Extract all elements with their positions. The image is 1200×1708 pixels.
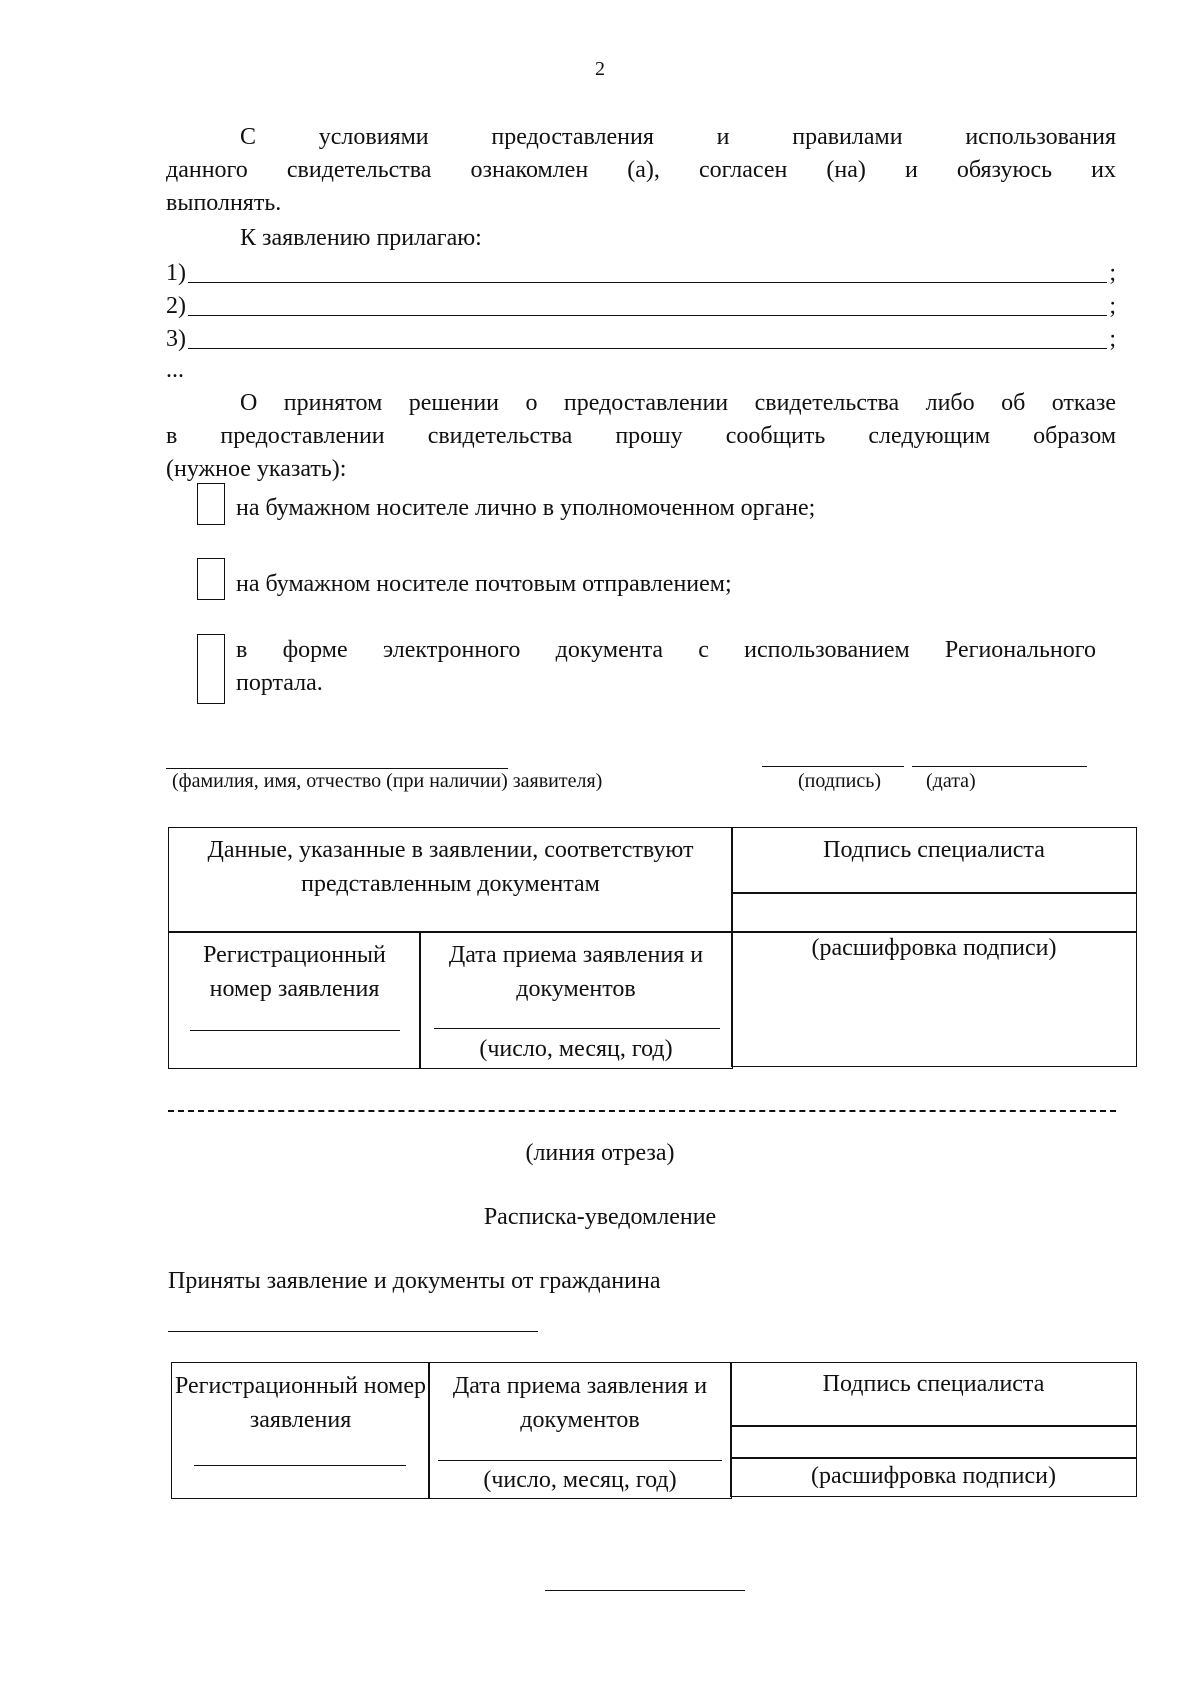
decoding-cell — [731, 931, 1137, 1067]
receipt-date-label: Дата приема заявления и документов — [448, 942, 704, 1002]
option-in-person-checkbox[interactable] — [197, 483, 225, 525]
attachment-line-2[interactable] — [166, 288, 1116, 320]
receipt-decoding-label: (расшифровка подписи) — [811, 1463, 1056, 1489]
reg-number-line[interactable] — [190, 1030, 400, 1031]
receipt-accepted-text: Приняты заявление и документы от гражданина — [168, 1268, 661, 1294]
attachment-line-1[interactable] — [166, 255, 1116, 287]
receipt-specialist-field[interactable] — [730, 1425, 1137, 1459]
specialist-signature-field[interactable] — [731, 892, 1137, 933]
notification-line-1: О принятом решении о предоставлении свидетельства либо об отказе — [240, 390, 1116, 416]
attachments-intro: К заявлению прилагаю: — [240, 225, 482, 251]
option-in-person-label: на бумажном носителе лично в уполномоченном органе; — [236, 495, 816, 521]
applicant-name-line[interactable] — [166, 768, 508, 769]
option-postal-checkbox[interactable] — [197, 558, 225, 600]
option-electronic-checkbox[interactable] — [197, 634, 225, 704]
consent-line-1: С условиями предоставления и правилами использования — [240, 124, 1116, 150]
attachment-field-2[interactable] — [188, 293, 1107, 316]
option-electronic-line-2: портала. — [236, 670, 323, 696]
notification-paragraph — [166, 387, 1116, 486]
attachment-number-3: 3) — [166, 326, 186, 352]
notification-line-3: (нужное указать): — [166, 456, 347, 482]
consent-line-3: выполнять. — [166, 190, 282, 216]
option-postal-label: на бумажном носителе почтовым отправлением; — [236, 571, 732, 597]
citizen-name-line[interactable] — [168, 1331, 538, 1332]
attachment-line-3[interactable] — [166, 321, 1116, 353]
specialist-signature-label: Подпись специалиста — [823, 837, 1045, 863]
receipt-reg-number-label: Регистрационный номер заявления — [174, 1373, 427, 1433]
attachment-terminator-3: ; — [1109, 326, 1116, 352]
attachment-terminator-2: ; — [1109, 293, 1116, 319]
receipt-date-line-2[interactable] — [438, 1460, 722, 1461]
date-caption: (дата) — [926, 770, 976, 792]
attachment-field-1[interactable] — [188, 260, 1107, 283]
applicant-name-caption: (фамилия, имя, отчество (при наличии) заявителя) — [172, 770, 603, 792]
decoding-label: (расшифровка подписи) — [811, 935, 1057, 961]
receipt-date-caption: (число, месяц, год) — [479, 1036, 673, 1062]
receipt-date-label-2: Дата приема заявления и документов — [452, 1373, 708, 1433]
consent-line-2: данного свидетельства ознакомлен (а), согласен (на) и обязуюсь их — [166, 157, 1116, 183]
receipt-reg-number-line[interactable] — [194, 1465, 406, 1466]
applicant-signature-line[interactable] — [762, 766, 904, 767]
page-number: 2 — [595, 58, 605, 80]
receipt-date-line[interactable] — [434, 1028, 720, 1029]
attachment-number-2: 2) — [166, 293, 186, 319]
option-electronic-label — [236, 634, 1096, 700]
attachment-terminator-1: ; — [1109, 260, 1116, 286]
data-match-cell — [168, 827, 733, 933]
receipt-decoding-cell — [730, 1457, 1137, 1497]
attachment-number-1: 1) — [166, 260, 186, 286]
cut-line-label: (линия отреза) — [525, 1140, 675, 1166]
attachments-ellipsis: ... — [166, 357, 184, 383]
attachment-field-3[interactable] — [188, 326, 1107, 349]
consent-paragraph — [166, 121, 1116, 220]
option-electronic-line-1: в форме электронного документа с использованием Регионального — [236, 637, 1096, 663]
data-match-text: Данные, указанные в заявлении, соответствуют представленным документам — [207, 837, 694, 897]
reg-number-label: Регистрационный номер заявления — [203, 942, 386, 1002]
receipt-specialist-label: Подпись специалиста — [822, 1371, 1045, 1397]
notification-line-2: в предоставлении свидетельства прошу сообщить следующим образом — [166, 423, 1116, 449]
receipt-specialist-cell[interactable] — [730, 1362, 1137, 1427]
closing-rule — [545, 1590, 745, 1591]
application-date-line[interactable] — [912, 766, 1087, 767]
cut-line — [168, 1110, 1116, 1112]
receipt-title: Расписка-уведомление — [483, 1204, 717, 1230]
reg-number-cell — [168, 931, 421, 1069]
receipt-reg-number-cell — [171, 1362, 430, 1499]
receipt-date-caption-2: (число, месяц, год) — [483, 1467, 677, 1493]
signature-caption: (подпись) — [798, 770, 882, 792]
specialist-signature-cell[interactable] — [731, 827, 1137, 894]
